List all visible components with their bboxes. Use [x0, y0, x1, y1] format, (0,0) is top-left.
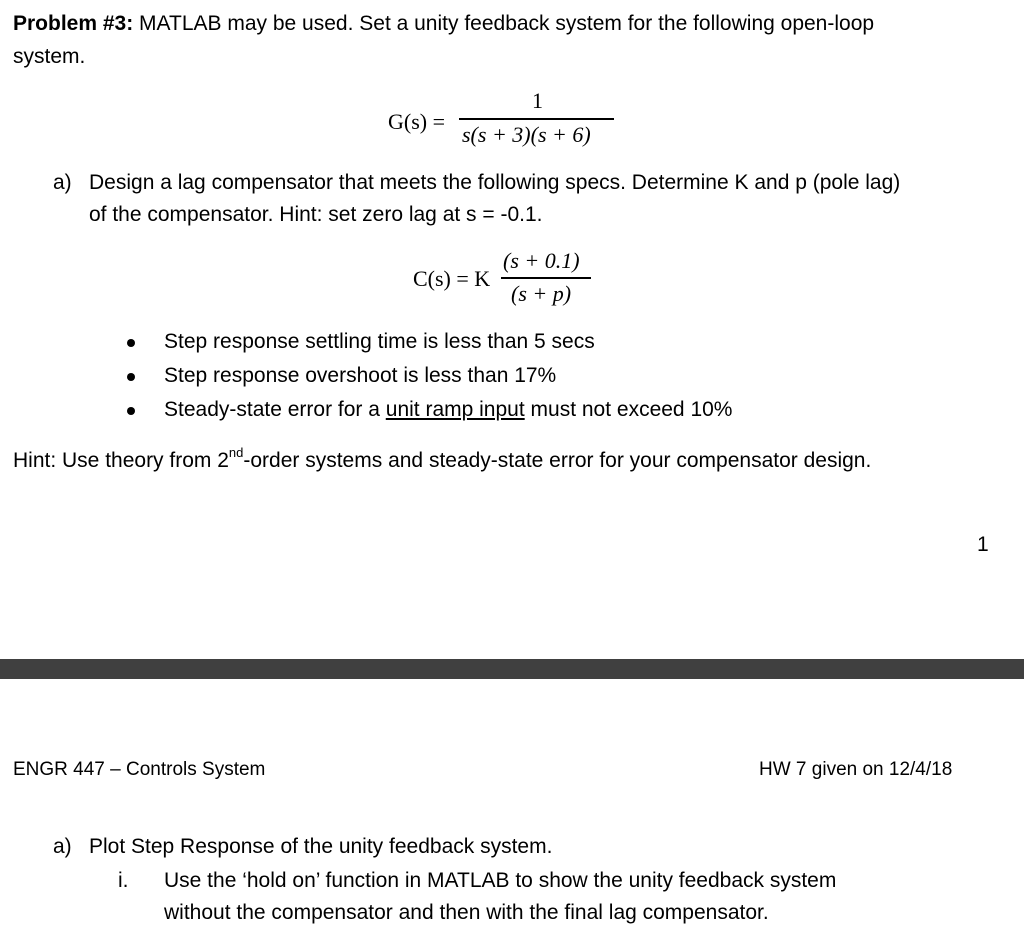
equation-c-numerator: (s + 0.1) [503, 248, 580, 273]
part-a-text-line1: Design a lag compensator that meets the following specs. Determine K and p (pole lag) [89, 171, 901, 194]
bullet-icon [127, 373, 135, 381]
problem-number: Problem #3: [13, 12, 134, 35]
item-i-text-line2: without the compensator and then with the final lag compensator. [164, 901, 769, 924]
item-i-marker: i. [118, 869, 129, 892]
problem-heading-line2: system. [13, 45, 86, 68]
equation-c-denominator: (s + p) [511, 281, 572, 306]
equation-g-lhs: G(s) = [388, 109, 446, 134]
item-a-text: Plot Step Response of the unity feedback system. [89, 835, 553, 858]
equation-g-denominator: s(s + 3)(s + 6) [462, 122, 591, 147]
page-divider [0, 659, 1024, 679]
equation-g-fraction-bar [459, 118, 614, 120]
part-a-marker: a) [53, 171, 72, 194]
equation-c-fraction-bar [501, 277, 591, 279]
problem-heading-text: MATLAB may be used. Set a unity feedback system for the following open-loop [133, 12, 875, 35]
spec-steady-state-error: Steady-state error for a unit ramp input must not exceed 10% [164, 398, 733, 421]
page-number: 1 [977, 533, 989, 556]
bullet-icon [127, 407, 135, 415]
item-a-marker: a) [53, 835, 72, 858]
bullet-icon [127, 339, 135, 347]
part-a-text-line2: of the compensator. Hint: set zero lag at s = -0.1. [89, 203, 543, 226]
spec-settling-time: Step response settling time is less than 5 secs [164, 330, 595, 353]
equation-g-numerator: 1 [532, 88, 543, 113]
problem-heading [13, 12, 874, 36]
hint-text: Hint: Use theory from 2nd-order systems and steady-state error for your compensator design. [13, 445, 872, 472]
header-course: ENGR 447 – Controls System [13, 759, 266, 780]
spec-overshoot: Step response overshoot is less than 17% [164, 364, 557, 387]
unit-ramp-input-text: unit ramp input [385, 398, 525, 421]
equation-c-lhs: C(s) = K [413, 266, 491, 291]
header-date: HW 7 given on 12/4/18 [759, 759, 953, 780]
item-i-text-line1: Use the ‘hold on’ function in MATLAB to show the unity feedback system [164, 869, 837, 892]
